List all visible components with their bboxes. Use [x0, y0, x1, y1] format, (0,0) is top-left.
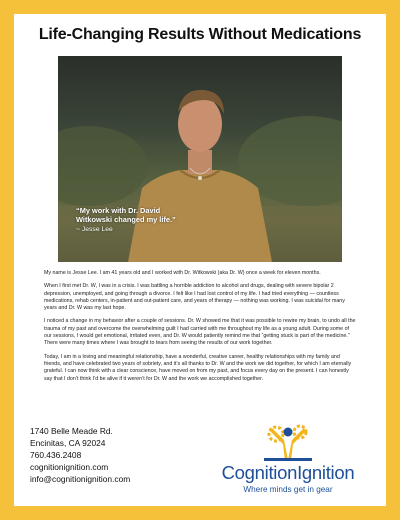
- testimonial-story: [44, 270, 358, 389]
- quote-text: “My work with Dr. David Witkowski changed my life.”: [76, 206, 176, 225]
- testimonial-quote: [76, 206, 176, 234]
- page-title: Life-Changing Results Without Medications: [38, 26, 362, 43]
- company-logo: [198, 422, 378, 502]
- phone-number: 760.436.2408: [30, 449, 82, 460]
- company-name: CognitionIgnition: [221, 462, 355, 483]
- story-paragraph: Today, I am in a loving and meaningful relationship, have a wonderful, creative career, healthy relationships with my family and friends, and have celebrated two years of sobriety, and it’s all thanks to Dr. W and the work we did together, for which I am eternally grateful. I can now think with a clear conscience, have moved on from my past, and focus every day on the present. I can honestly say that I don’t think I’d be alive if it weren’t for Dr. W and the work we accomplished together.: [44, 353, 352, 382]
- flyer-sheet: [14, 14, 386, 506]
- address-line-2: Encinitas, CA 92024: [30, 437, 106, 448]
- story-paragraph: I noticed a change in my behavior after a couple of sessions. Dr. W showed me that it was possible to rewire my brain, to undo all the trauma of my past and overcome the overwhelming guilt I had carried with me throughout my life as a young adult. During some of our sessions, I would get emotional, irritated even, and Dr. W would patiently remind me that “getting stuck is part of the medicine.” There were many times where I was brought to tears from seeing the results of our work together.: [44, 318, 356, 347]
- figure-with-gears-icon: [264, 422, 312, 462]
- company-tagline: Where minds get in gear: [243, 485, 333, 494]
- story-paragraph: When I first met Dr. W, I was in a crisis. I was battling a horrible addiction to alcohol and drugs, dealing with severe bipolar 2 depression, unemployed, and going through a divorce. I felt like I had lost control of my life. I had tried everything — countless medications, rehab centers, in-patient and out-patient care, and years of therapy — nothing was working. I was suicidal for many years and Dr. W was my last hope.: [44, 283, 345, 312]
- email-link[interactable]: info@cognitionignition.com: [30, 473, 131, 484]
- story-paragraph: My name is Jesse Lee. I am 41 years old and I worked with Dr. Witkowski (aka Dr. W) once a week for eleven months.: [44, 270, 321, 276]
- website-link[interactable]: cognitionignition.com: [30, 461, 109, 472]
- address-line-1: 1740 Belle Meade Rd.: [30, 426, 113, 436]
- quote-author: ~ Jesse Lee: [76, 225, 113, 233]
- testimonial-photo: [58, 56, 342, 262]
- contact-info: [30, 426, 130, 486]
